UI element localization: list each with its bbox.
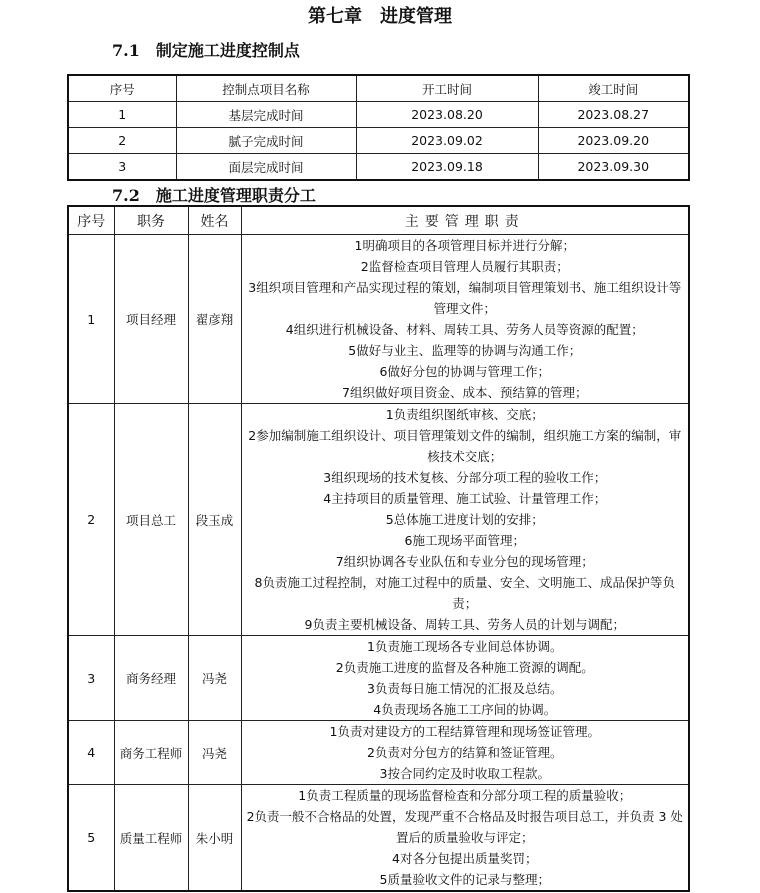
duty-item: 8负责施工过程控制，对施工过程中的质量、安全、文明施工、成品保护等负责； — [254, 575, 675, 611]
row-number: 5 — [68, 785, 114, 892]
duty-item: 5质量验收文件的记录与整理； — [379, 872, 550, 887]
duty-item: 1负责工程质量的现场监督检查和分部分项工程的质量验收； — [298, 788, 632, 803]
section-heading-7-1: 7.1 制定施工进度控制点 — [112, 41, 300, 60]
name-cell: 朱小明 — [188, 785, 241, 892]
name-cell: 冯尧 — [188, 636, 241, 721]
header-cell: 控制点项目名称 — [176, 75, 356, 102]
duty-item: 3按合同约定及时收取工程款。 — [379, 766, 550, 781]
name-cell: 段玉成 — [188, 404, 241, 636]
duty-item: 5总体施工进度计划的安排； — [385, 512, 544, 527]
duty-item: 7组织协调各专业队伍和专业分包的现场管理； — [335, 554, 594, 569]
control-points-table — [67, 74, 690, 181]
duty-item: 4主持项目的质量管理、施工试验、计量管理工作； — [323, 491, 607, 506]
name-cell: 冯尧 — [188, 721, 241, 785]
duty-item: 4对各分包提出质量奖罚； — [392, 851, 538, 866]
table-row — [68, 404, 689, 636]
role-cell: 商务工程师 — [114, 721, 188, 785]
duty-item: 5做好与业主、监理等的协调与沟通工作； — [348, 343, 582, 358]
table-row — [68, 636, 689, 721]
cell: 3 — [68, 154, 176, 181]
header-cell: 姓名 — [188, 206, 241, 235]
duty-item: 3组织现场的技术复核、分部分项工程的验收工作； — [323, 470, 607, 485]
cell: 2023.09.20 — [538, 128, 689, 154]
duty-item: 4负责现场各施工工序间的协调。 — [373, 702, 557, 717]
table-row — [68, 785, 689, 892]
table-header-row — [68, 75, 689, 102]
cell: 1 — [68, 102, 176, 128]
table-header-row — [68, 206, 689, 235]
duties-cell — [241, 785, 689, 892]
header-cell: 序号 — [68, 206, 114, 235]
duties-cell — [241, 235, 689, 404]
duty-item: 4组织进行机械设备、材料、周转工具、劳务人员等资源的配置； — [285, 322, 644, 337]
duty-item: 1负责对建设方的工程结算管理和现场签证管理。 — [329, 724, 600, 739]
role-cell: 项目总工 — [114, 404, 188, 636]
duties-cell — [241, 404, 689, 636]
duty-item: 2负责施工进度的监督及各种施工资源的调配。 — [335, 660, 594, 675]
duty-item: 6施工现场平面管理； — [404, 533, 525, 548]
header-cell: 开工时间 — [356, 75, 538, 102]
table-row — [68, 154, 689, 181]
header-cell: 序号 — [68, 75, 176, 102]
section-heading-7-2: 7.2 施工进度管理职责分工 — [112, 186, 316, 205]
cell: 面层完成时间 — [176, 154, 356, 181]
row-number: 4 — [68, 721, 114, 785]
name-cell: 翟彦翔 — [188, 235, 241, 404]
table-row — [68, 721, 689, 785]
duty-item: 2负责一般不合格品的处置，发现严重不合格品及时报告项目总工，并负责 3 处置后的质量验收与评定； — [246, 809, 683, 845]
cell: 2023.09.02 — [356, 128, 538, 154]
duty-item: 1负责组织图纸审核、交底； — [385, 407, 544, 422]
role-cell: 商务经理 — [114, 636, 188, 721]
duty-item: 6做好分包的协调与管理工作； — [379, 364, 550, 379]
header-cell: 职务 — [114, 206, 188, 235]
role-cell: 项目经理 — [114, 235, 188, 404]
duty-item: 7组织做好项目资金、成本、预结算的管理； — [342, 385, 588, 400]
duty-item: 2监督检查项目管理人员履行其职责； — [360, 259, 569, 274]
duties-cell — [241, 721, 689, 785]
row-number: 3 — [68, 636, 114, 721]
table-row — [68, 235, 689, 404]
row-number: 2 — [68, 404, 114, 636]
responsibility-table — [67, 205, 690, 892]
header-cell: 竣工时间 — [538, 75, 689, 102]
cell: 腻子完成时间 — [176, 128, 356, 154]
duty-item: 2负责对分包方的结算和签证管理。 — [367, 745, 563, 760]
duty-item: 3组织项目管理和产品实现过程的策划，编制项目管理策划书、施工组织设计等管理文件； — [248, 280, 682, 316]
duties-cell — [241, 636, 689, 721]
chapter-title: 第七章 进度管理 — [308, 6, 452, 27]
duty-item: 3负责每日施工情况的汇报及总结。 — [367, 681, 563, 696]
duty-item: 1负责施工现场各专业间总体协调。 — [367, 639, 563, 654]
duty-item: 9负责主要机械设备、周转工具、劳务人员的计划与调配； — [304, 617, 625, 632]
duty-item: 2参加编制施工组织设计、项目管理策划文件的编制，组织施工方案的编制，审核技术交底； — [248, 428, 682, 464]
table-row — [68, 102, 689, 128]
cell: 2023.09.30 — [538, 154, 689, 181]
header-cell: 主要管理职责 — [241, 206, 689, 235]
role-cell: 质量工程师 — [114, 785, 188, 892]
cell: 2023.09.18 — [356, 154, 538, 181]
cell: 2023.08.20 — [356, 102, 538, 128]
duty-item: 1明确项目的各项管理目标并进行分解； — [354, 238, 575, 253]
table-row — [68, 128, 689, 154]
cell: 2 — [68, 128, 176, 154]
cell: 基层完成时间 — [176, 102, 356, 128]
cell: 2023.08.27 — [538, 102, 689, 128]
row-number: 1 — [68, 235, 114, 404]
